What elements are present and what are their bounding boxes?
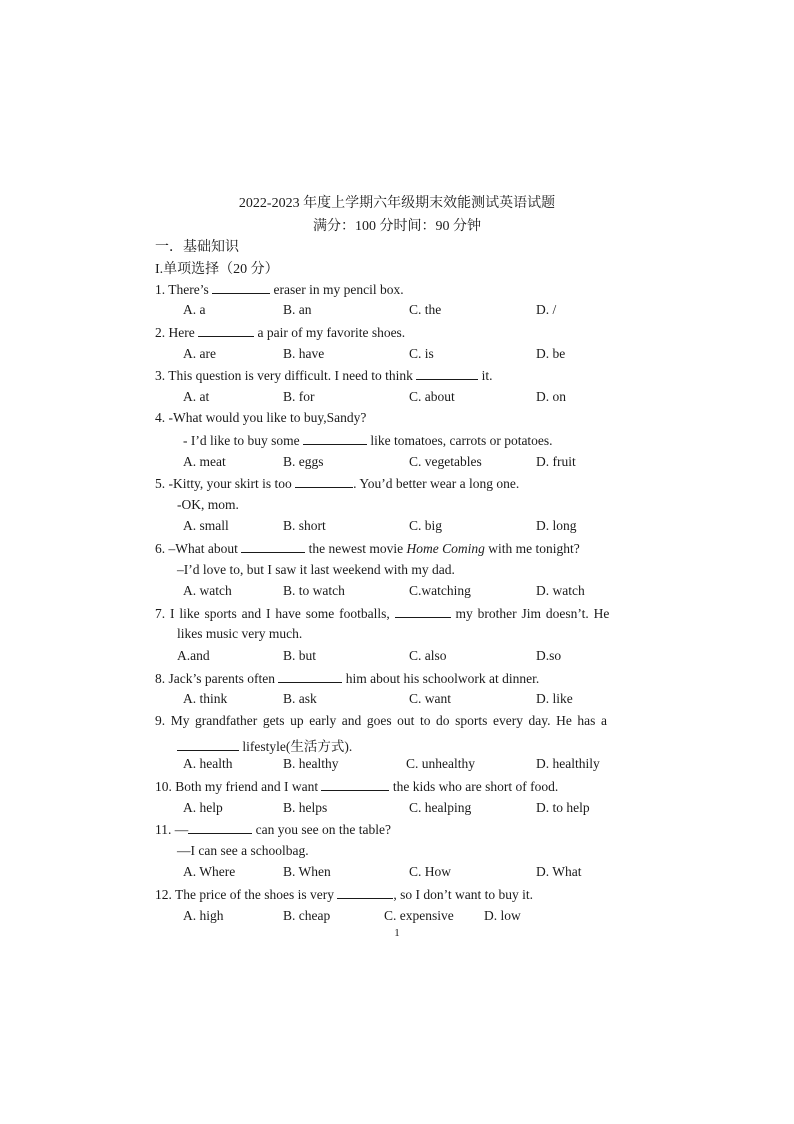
option-c: C. want <box>409 691 451 706</box>
answer-blank <box>416 367 478 380</box>
option-d: D. watch <box>536 583 585 598</box>
option-d: D. to help <box>536 800 590 815</box>
question-6-line-2: –I’d love to, but I saw it last weekend with my dad. <box>177 562 455 577</box>
question-12: 12. The price of the shoes is very , so I don’t want to buy it. <box>155 887 533 902</box>
option-d: D. healthily <box>536 756 600 771</box>
option-a: A. high <box>183 908 224 923</box>
option-a: A.and <box>177 648 210 663</box>
option-c: C. unhealthy <box>406 756 475 771</box>
question-7: 7. I like sports and I have some footballs, my brother Jim doesn’t. He <box>155 606 610 621</box>
option-a: A. small <box>183 518 229 533</box>
option-d: D. be <box>536 346 566 361</box>
answer-blank <box>295 475 353 488</box>
option-c: C.watching <box>409 583 471 598</box>
question-9-line-2: lifestyle(生活方式). <box>177 735 352 755</box>
question-7-line-2: likes music very much. <box>177 626 303 641</box>
question-9: 9. My grandfather gets up early and goes out to do sports every day. He has a <box>155 713 607 728</box>
option-d: D.so <box>536 648 562 663</box>
option-a: A. at <box>183 389 210 404</box>
option-a: A. health <box>183 756 233 771</box>
option-c: C. is <box>409 346 434 361</box>
exam-subtitle: 满分：100 分时间：90 分钟 <box>313 219 481 234</box>
answer-blank <box>321 778 389 791</box>
option-c: C. about <box>409 389 455 404</box>
option-d: D. like <box>536 691 573 706</box>
part-heading: I.单项选择（20 分） <box>155 262 279 277</box>
question-6: 6. –What about the newest movie Home Coming with me tonight? <box>155 541 580 556</box>
option-a: A. are <box>183 346 216 361</box>
question-1: 1. There’s eraser in my pencil box. <box>155 282 404 297</box>
page-number: 1 <box>394 927 400 939</box>
option-b: B. but <box>283 648 317 663</box>
answer-blank <box>303 432 367 445</box>
question-4-line-2: - I’d like to buy some like tomatoes, carrots or potatoes. <box>183 433 553 448</box>
option-a: A. help <box>183 800 223 815</box>
option-c: C. expensive <box>384 908 454 923</box>
option-d: D. / <box>536 302 557 317</box>
question-11-line-2: —I can see a schoolbag. <box>177 843 309 858</box>
option-d: D. low <box>484 908 521 923</box>
answer-blank <box>278 670 342 683</box>
question-3: 3. This question is very difficult. I need to think it. <box>155 368 493 383</box>
answer-blank <box>395 605 451 618</box>
option-a: A. meat <box>183 454 226 469</box>
section-heading: 一．基础知识 <box>155 240 239 255</box>
option-c: C. also <box>409 648 447 663</box>
option-d: D. What <box>536 864 582 879</box>
answer-blank <box>241 540 305 553</box>
option-b: B. When <box>283 864 331 879</box>
option-b: B. healthy <box>283 756 339 771</box>
option-a: A. think <box>183 691 228 706</box>
question-4: 4. -What would you like to buy,Sandy? <box>155 410 367 425</box>
question-5-line-2: -OK, mom. <box>177 497 239 512</box>
option-c: C. healping <box>409 800 472 815</box>
option-b: B. ask <box>283 691 317 706</box>
answer-blank <box>337 886 393 899</box>
option-b: B. to watch <box>283 583 345 598</box>
option-c: C. big <box>409 518 443 533</box>
option-c: C. the <box>409 302 442 317</box>
option-d: D. fruit <box>536 454 576 469</box>
question-8: 8. Jack’s parents often him about his schoolwork at dinner. <box>155 671 540 686</box>
option-b: B. short <box>283 518 326 533</box>
movie-title: Home Coming <box>406 541 485 556</box>
option-b: B. have <box>283 346 325 361</box>
option-b: B. cheap <box>283 908 331 923</box>
option-a: A. Where <box>183 864 236 879</box>
option-b: B. eggs <box>283 454 324 469</box>
option-d: D. long <box>536 518 577 533</box>
question-11: 11. — can you see on the table? <box>155 822 391 837</box>
option-a: A. a <box>183 302 206 317</box>
option-c: C. vegetables <box>409 454 482 469</box>
question-5: 5. -Kitty, your skirt is too . You’d better wear a long one. <box>155 476 520 491</box>
option-b: B. an <box>283 302 312 317</box>
exam-title: 2022-2023 年度上学期六年级期末效能测试英语试题 <box>238 196 556 211</box>
option-b: B. for <box>283 389 315 404</box>
answer-blank <box>188 821 252 834</box>
option-d: D. on <box>536 389 566 404</box>
answer-blank <box>212 281 270 294</box>
answer-blank <box>198 324 254 337</box>
option-a: A. watch <box>183 583 232 598</box>
question-2: 2. Here a pair of my favorite shoes. <box>155 325 406 340</box>
question-10: 10. Both my friend and I want the kids who are short of food. <box>155 779 559 794</box>
option-c: C. How <box>409 864 452 879</box>
option-b: B. helps <box>283 800 328 815</box>
answer-blank <box>177 738 239 751</box>
